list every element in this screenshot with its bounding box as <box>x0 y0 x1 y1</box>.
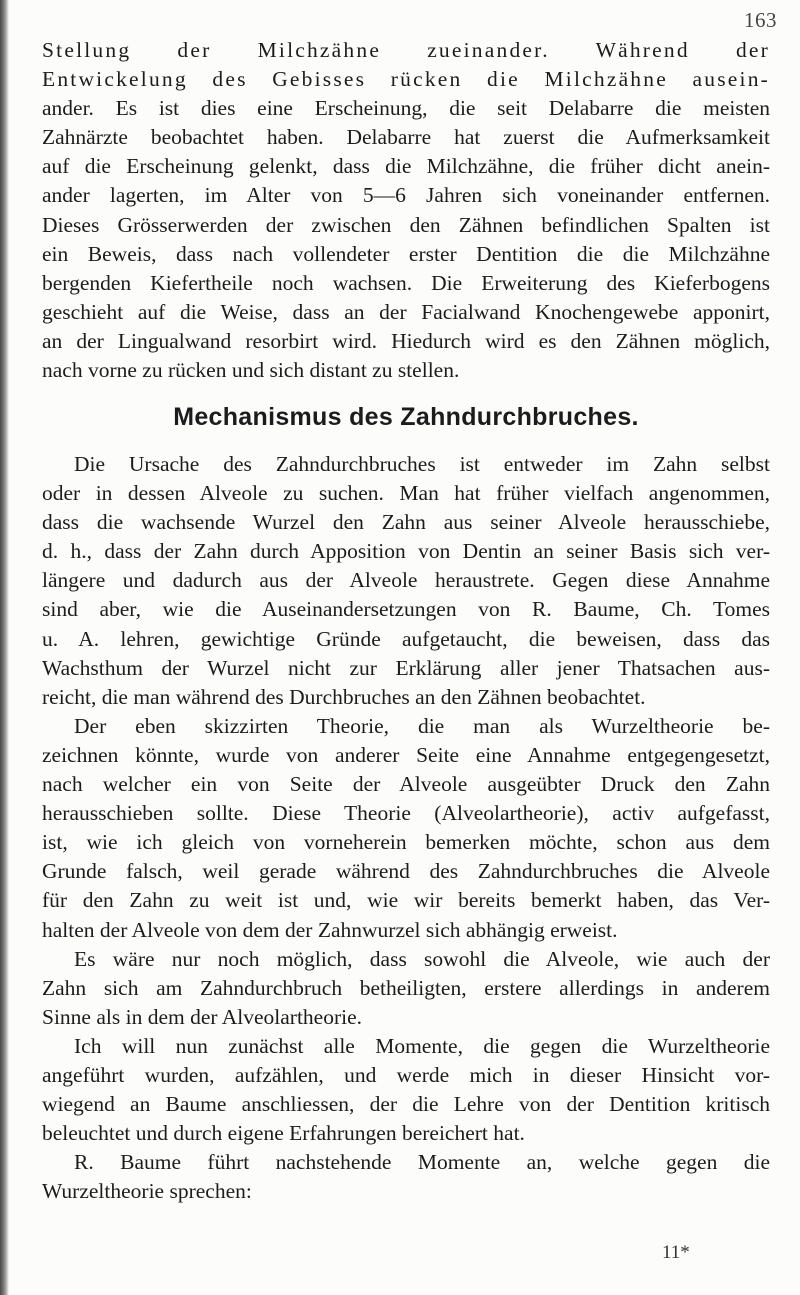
text-line: wiegend an Baume anschliessen, der die Lehre von der Dentition kritisch <box>42 1092 770 1117</box>
text-line: halten der Alveole von dem der Zahnwurzel sich abhängig erweist. <box>42 917 618 942</box>
text-line: herausschieben sollte. Diese Theorie (Alveolartheorie), activ aufgefasst, <box>42 801 770 826</box>
text-line: oder in dessen Alveole zu suchen. Man hat früher vielfach angenommen, <box>42 481 770 506</box>
text-line: zeichnen könnte, wurde von anderer Seite eine Annahme entgegengesetzt, <box>42 742 770 767</box>
text-line: Wurzeltheorie sprechen: <box>42 1179 252 1204</box>
text-line: für den Zahn zu weit ist und, wie wir bereits bemerkt haben, das Ver- <box>42 888 770 913</box>
text-line: Stellung der Milchzähne zueinander. Während der <box>42 38 770 62</box>
page-number: 163 <box>744 8 777 32</box>
text-line: Dieses Grösserwerden der zwischen den Zähnen befindlichen Spalten ist <box>42 212 770 237</box>
text-line: Es wäre nur noch möglich, dass sowohl die Alveole, wie auch der <box>74 946 770 971</box>
text-line: u. A. lehren, gewichtige Gründe aufgetaucht, die beweisen, dass das <box>42 626 770 651</box>
text-line: d. h., dass der Zahn durch Apposition von Dentin an seiner Basis sich ver- <box>42 539 770 564</box>
text-line: nach welcher ein von Seite der Alveole ausgeübter Druck den Zahn <box>42 772 770 797</box>
text-line: Zahnärzte beobachtet haben. Delabarre hat zuerst die Aufmerksamkeit <box>42 125 770 150</box>
text-line: geschieht auf die Weise, dass an der Facialwand Knochengewebe apponirt, <box>42 299 770 324</box>
text-line: Der eben skizzirten Theorie, die man als Wurzeltheorie be- <box>74 713 770 738</box>
text-line: bergenden Kiefertheile noch wachsen. Die Erweiterung des Kieferbogens <box>42 270 770 295</box>
text-line: Sinne als in dem der Alveolartheorie. <box>42 1004 363 1029</box>
text-line: beleuchtet und durch eigene Erfahrungen bereichert hat. <box>42 1121 525 1146</box>
text-line: Zahn sich am Zahndurchbruch betheiligten, erstere allerdings in anderem <box>42 975 770 1000</box>
text-line: angeführt wurden, aufzählen, und werde mich in dieser Hinsicht vor- <box>42 1062 770 1087</box>
text-line: dass die wachsende Wurzel den Zahn aus seiner Alveole herausschiebe, <box>42 510 770 535</box>
signature-mark: 11* <box>662 1242 690 1263</box>
text-line: Entwickelung des Gebisses rücken die Milchzähne ausein- <box>42 67 770 92</box>
text-line: ein Beweis, dass nach vollendeter erster Dentition die die Milchzähne <box>42 241 770 266</box>
text-line: ander lagerten, im Alter von 5—6 Jahren sich voneinander entfernen. <box>42 183 770 208</box>
paragraph-1 <box>42 36 770 385</box>
section-body <box>42 450 770 1206</box>
text-line: Wachsthum der Wurzel nicht zur Erklärung aller jener Thatsachen aus- <box>42 655 770 680</box>
text-line: ist, wie ich gleich von vorneherein bemerken möchte, schon aus dem <box>42 830 770 855</box>
section-heading: Mechanismus des Zahndurchbruches. <box>173 403 639 431</box>
text-line: nach vorne zu rücken und sich distant zu stellen. <box>42 358 460 383</box>
text-line: ander. Es ist dies eine Erscheinung, die seit Delabarre die meisten <box>42 96 770 121</box>
binding-edge <box>0 0 9 1295</box>
text-line: reicht, die man während des Durchbruches an den Zähnen beobachtet. <box>42 684 646 709</box>
text-line: Grunde falsch, weil gerade während des Zahndurchbruches die Alveole <box>42 859 770 884</box>
text-line: auf die Erscheinung gelenkt, dass die Milchzähne, die früher dicht anein- <box>42 154 770 179</box>
text-line: sind aber, wie die Auseinandersetzungen von R. Baume, Ch. Tomes <box>42 597 770 622</box>
text-line: an der Lingualwand resorbirt wird. Hiedurch wird es den Zähnen möglich, <box>42 328 770 353</box>
text-line: Die Ursache des Zahndurchbruches ist entweder im Zahn selbst <box>74 452 770 476</box>
text-line: Ich will nun zunächst alle Momente, die gegen die Wurzeltheorie <box>74 1033 770 1058</box>
text-line: R. Baume führt nachstehende Momente an, welche gegen die <box>74 1150 770 1175</box>
text-line: längere und dadurch aus der Alveole heraustrete. Gegen diese Annahme <box>42 568 770 593</box>
